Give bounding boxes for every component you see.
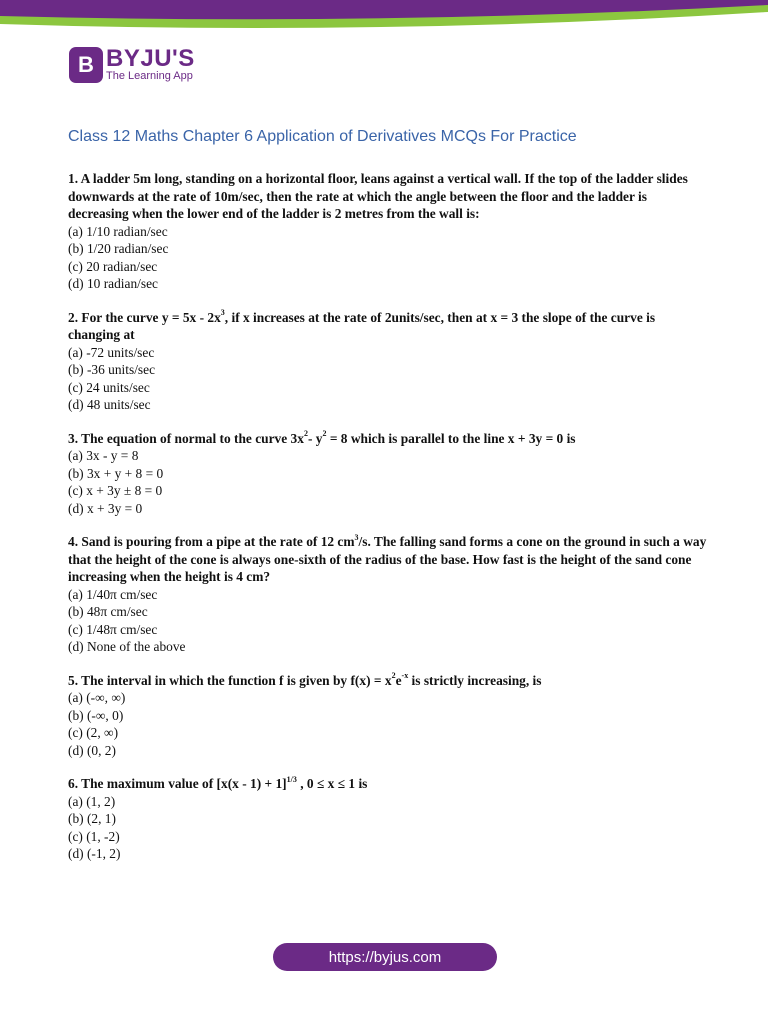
option-a: (a) (-∞, ∞) xyxy=(68,690,126,705)
option-b: (b) (2, 1) xyxy=(68,811,116,826)
question-3 xyxy=(68,430,708,518)
option-b: (b) (-∞, 0) xyxy=(68,707,124,723)
logo-name: BYJU'S xyxy=(106,44,195,72)
question-text-part: = 8 which is parallel to the line x + 3y = 0 is xyxy=(326,430,576,446)
question-text-part: e xyxy=(395,672,402,688)
option-c: (c) x + 3y ± 8 = 0 xyxy=(68,483,163,498)
superscript: 3 xyxy=(220,308,225,318)
option-d: (d) x + 3y = 0 xyxy=(68,500,143,516)
question-text-part: /s. The falling sand forms a cone on the ground in such a way that the height of the cone is always one-sixth of the radius of the base. How fast is the height of the sand cone increasing when the height is 4 cm? xyxy=(68,534,707,584)
option-d: (d) 10 radian/sec xyxy=(68,276,158,291)
superscript: 2 xyxy=(322,429,327,439)
superscript: 2 xyxy=(303,429,308,439)
question-list xyxy=(68,170,708,879)
option-c: (c) (2, ∞) xyxy=(68,725,119,740)
question-1 xyxy=(68,170,708,293)
option-b: (b) 48π cm/sec xyxy=(68,604,148,619)
option-a: (a) 1/40π cm/sec xyxy=(68,586,158,602)
question-text-part: 4. Sand is pouring from a pipe at the rate of 12 cm xyxy=(68,534,355,549)
byjus-logo[interactable] xyxy=(69,44,195,83)
question-text-part: is strictly increasing, is xyxy=(408,672,542,688)
question-text xyxy=(68,533,708,586)
option-c: (c) 20 radian/sec xyxy=(68,258,158,274)
question-text xyxy=(68,309,708,344)
top-color-band xyxy=(0,0,768,30)
question-text-part: 3. The equation of normal to the curve 3x xyxy=(68,430,304,446)
page-title: Class 12 Maths Chapter 6 Application of Derivatives MCQs For Practice xyxy=(68,128,577,145)
option-b: (b) 1/20 radian/sec xyxy=(68,241,169,256)
superscript: 3 xyxy=(354,532,359,542)
option-b: (b) -36 units/sec xyxy=(68,362,156,377)
option-d: (d) (-1, 2) xyxy=(68,846,121,861)
option-a: (a) (1, 2) xyxy=(68,793,116,809)
option-b: (b) 3x + y + 8 = 0 xyxy=(68,465,164,481)
question-text: 1. A ladder 5m long, standing on a horizontal floor, leans against a vertical wall. If the top of the ladder slides downwards at the rate of 10m/sec, then the rate at which the angle between the floor and the ladder is decreasing when the lower end of the ladder is 2 metres from the wall is: xyxy=(68,171,688,221)
question-2 xyxy=(68,309,708,414)
question-text-part: , 0 ≤ x ≤ 1 is xyxy=(296,776,368,791)
question-6 xyxy=(68,775,708,863)
logo-mark-icon xyxy=(69,47,103,83)
superscript: -x xyxy=(401,671,409,681)
superscript: 1/3 xyxy=(286,774,297,784)
question-text-part: - y xyxy=(307,430,323,446)
question-text-part: , if x increases at the rate of 2units/sec, then at x = 3 the slope of the curve is changing at xyxy=(68,309,656,342)
option-a: (a) 1/10 radian/sec xyxy=(68,223,168,239)
footer-url-link[interactable]: https://byjus.com xyxy=(273,943,497,971)
question-text-part: 5. The interval in which the function f is given by f(x) = x xyxy=(68,672,392,688)
option-a: (a) 3x - y = 8 xyxy=(68,448,139,463)
question-5 xyxy=(68,672,708,760)
option-d: (d) None of the above xyxy=(68,639,186,654)
option-d: (d) (0, 2) xyxy=(68,742,116,758)
question-text-part: 6. The maximum value of [x(x - 1) + 1] xyxy=(68,776,287,791)
superscript: 2 xyxy=(391,671,396,681)
logo-letter: B xyxy=(78,52,94,77)
logo-tagline: The Learning App xyxy=(106,69,193,82)
option-c: (c) 1/48π cm/sec xyxy=(68,621,158,637)
question-text xyxy=(68,775,708,793)
option-c: (c) 24 units/sec xyxy=(68,379,150,395)
question-text xyxy=(68,672,708,690)
question-text-part: 2. For the curve y = 5x - 2x xyxy=(68,309,221,325)
option-d: (d) 48 units/sec xyxy=(68,397,151,412)
question-4 xyxy=(68,533,708,656)
option-a: (a) -72 units/sec xyxy=(68,344,155,360)
question-text xyxy=(68,430,708,448)
option-c: (c) (1, -2) xyxy=(68,828,120,844)
